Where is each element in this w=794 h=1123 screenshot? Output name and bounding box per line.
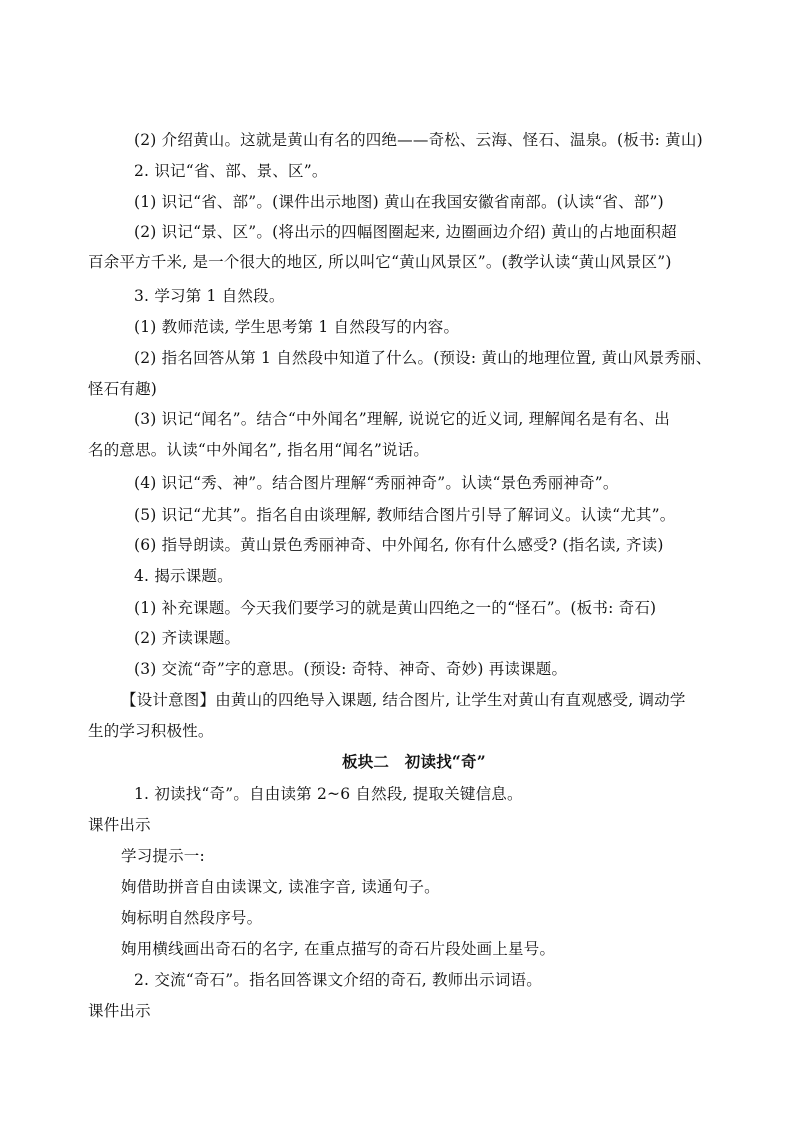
text-line: (3) 识记“闻名”。结合“中外闻名”理解, 说说它的近义词, 理解闻名是有名、出 bbox=[134, 410, 670, 428]
text-line: (2) 指名回答从第 1 自然段中知道了什么。(预设: 黄山的地理位置, 黄山风景秀丽、 bbox=[134, 349, 712, 367]
text-line: (1) 教师范读, 学生思考第 1 自然段写的内容。 bbox=[134, 318, 460, 336]
text-line: (2) 识记“景、区”。(将出示的四幅图圈起来, 边圈画边介绍) 黄山的占地面积超 bbox=[134, 223, 677, 241]
text-line: (1) 补充课题。今天我们要学习的就是黄山四绝之一的“怪石”。(板书: 奇石) bbox=[134, 599, 657, 617]
text-line: (2) 介绍黄山。这就是黄山有名的四绝——奇松、云海、怪石、温泉。(板书: 黄山) bbox=[134, 131, 703, 149]
text-line: 生的学习积极性。 bbox=[88, 722, 214, 740]
text-line: 【设计意图】由黄山的四绝导入课题, 结合图片, 让学生对黄山有直观感受, 调动学 bbox=[121, 691, 686, 709]
section-heading: 板块二 初读找“奇” bbox=[342, 752, 486, 771]
text-line: 课件出示 bbox=[88, 1002, 151, 1020]
text-line: 学习提示一: bbox=[121, 847, 205, 865]
text-line: (1) 识记“省、部”。(课件出示地图) 黄山在我国安徽省南部。(认读“省、部”) bbox=[134, 193, 664, 211]
text-line: 1. 初读找“奇”。自由读第 2~6 自然段, 提取关键信息。 bbox=[134, 785, 523, 803]
text-line: 3. 学习第 1 自然段。 bbox=[134, 287, 285, 305]
text-line: 姰标明自然段序号。 bbox=[121, 909, 263, 927]
text-line: 名的意思。认读“中外闻名”, 指名用“闻名”说话。 bbox=[88, 441, 430, 459]
text-line: 怪石有趣) bbox=[88, 380, 158, 398]
text-line: 2. 交流“奇石”。指名回答课文介绍的奇石, 教师出示词语。 bbox=[134, 971, 542, 989]
text-line: (3) 交流“奇”字的意思。(预设: 奇特、神奇、奇妙) 再读课题。 bbox=[134, 660, 568, 678]
text-line: 百余平方千米, 是一个很大的地区, 所以叫它“黄山风景区”。(教学认读“黄山风景区”) bbox=[88, 253, 672, 271]
text-line: (6) 指导朗读。黄山景色秀丽神奇、中外闻名, 你有什么感受? (指名读, 齐读) bbox=[134, 536, 664, 554]
text-line: 4. 揭示课题。 bbox=[134, 567, 233, 585]
text-line: (4) 识记“秀、神”。结合图片理解“秀丽神奇”。认读“景色秀丽神奇”。 bbox=[134, 474, 619, 492]
text-line: (2) 齐读课题。 bbox=[134, 629, 241, 647]
text-line: 课件出示 bbox=[88, 816, 151, 834]
text-line: 姰借助拼音自由读课文, 读准字音, 读通句子。 bbox=[121, 878, 440, 896]
text-line: (5) 识记“尤其”。指名自由谈理解, 教师结合图片引导了解词义。认读“尤其”。 bbox=[134, 506, 676, 524]
text-line: 姰用横线画出奇石的名字, 在重点描写的奇石片段处画上星号。 bbox=[121, 940, 556, 958]
text-line: 2. 识记“省、部、景、区”。 bbox=[134, 162, 328, 180]
